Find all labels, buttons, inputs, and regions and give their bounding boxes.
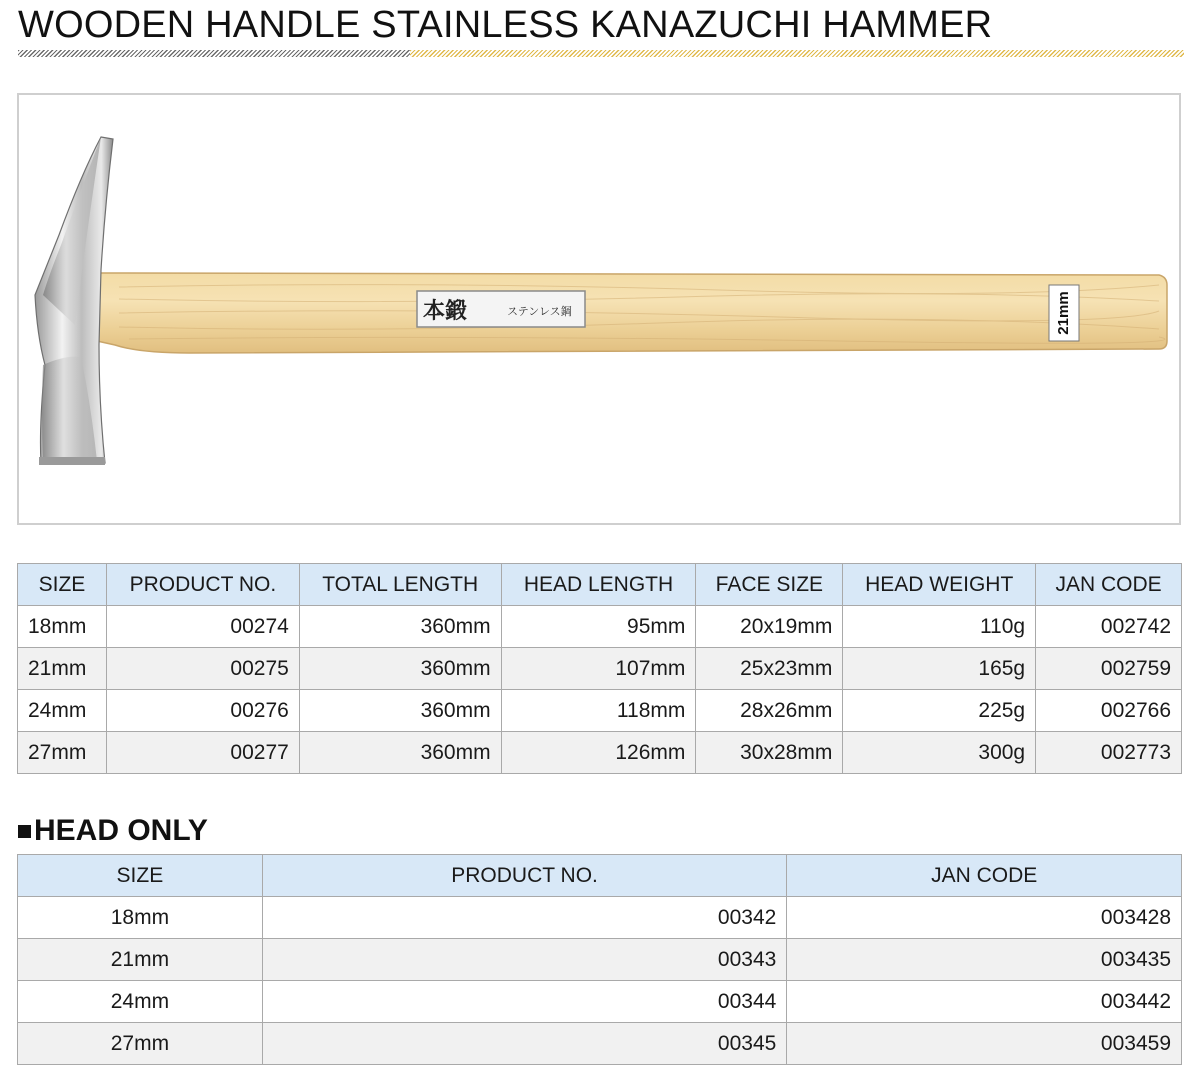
col-size: SIZE [18,855,263,897]
cell-size: 18mm [18,606,107,648]
col-face-size: FACE SIZE [696,564,843,606]
cell-face-size: 28x26mm [696,690,843,732]
product-photo [17,93,1181,525]
brand-stamp [417,291,585,327]
cell-product-no: 00275 [106,648,299,690]
cell-product-no: 00344 [262,981,787,1023]
table-header-row [18,855,1182,897]
title-underline-dark [18,50,410,57]
table-row [18,690,1182,732]
square-bullet-icon [18,825,31,838]
cell-head-length: 126mm [501,732,696,774]
cell-head-length: 107mm [501,648,696,690]
cell-product-no: 00277 [106,732,299,774]
cell-size: 27mm [18,1023,263,1065]
cell-size: 24mm [18,690,107,732]
col-product-no: PRODUCT NO. [106,564,299,606]
cell-size: 21mm [18,648,107,690]
col-jan-code: JAN CODE [1036,564,1182,606]
table-header-row [18,564,1182,606]
cell-product-no: 00276 [106,690,299,732]
table-row [18,732,1182,774]
cell-jan-code: 003435 [787,939,1182,981]
cell-head-weight: 110g [843,606,1036,648]
cell-product-no: 00343 [262,939,787,981]
cell-jan-code: 003459 [787,1023,1182,1065]
stamp-text: ステンレス鋼 [507,305,572,318]
table-row [18,606,1182,648]
handle-size-label: 21mm [1054,291,1072,335]
cell-jan-code: 002759 [1036,648,1182,690]
col-jan-code: JAN CODE [787,855,1182,897]
title-underline-light [410,50,1184,57]
table-row [18,981,1182,1023]
table-row [18,939,1182,981]
cell-face-size: 20x19mm [696,606,843,648]
table-row [18,648,1182,690]
page-title: WOODEN HANDLE STAINLESS KANAZUCHI HAMMER [18,4,993,46]
col-size: SIZE [18,564,107,606]
head-only-table [17,854,1182,1065]
cell-total-length: 360mm [299,732,501,774]
cell-total-length: 360mm [299,648,501,690]
cell-total-length: 360mm [299,690,501,732]
cell-product-no: 00345 [262,1023,787,1065]
cell-size: 27mm [18,732,107,774]
head-only-heading [18,814,208,848]
cell-jan-code: 003428 [787,897,1182,939]
stamp-kanji: 本鍛 [423,299,468,324]
cell-product-no: 00342 [262,897,787,939]
hammer-illustration [19,95,1179,523]
cell-face-size: 30x28mm [696,732,843,774]
cell-jan-code: 002742 [1036,606,1182,648]
table-row [18,897,1182,939]
size-tag [1049,285,1079,341]
cell-head-length: 118mm [501,690,696,732]
cell-jan-code: 002773 [1036,732,1182,774]
cell-size: 18mm [18,897,263,939]
cell-jan-code: 003442 [787,981,1182,1023]
col-product-no: PRODUCT NO. [262,855,787,897]
cell-face-size: 25x23mm [696,648,843,690]
head-only-title: HEAD ONLY [34,814,208,847]
title-underline [18,50,1184,57]
cell-size: 21mm [18,939,263,981]
cell-jan-code: 002766 [1036,690,1182,732]
cell-size: 24mm [18,981,263,1023]
cell-total-length: 360mm [299,606,501,648]
col-total-length: TOTAL LENGTH [299,564,501,606]
table-row [18,1023,1182,1065]
cell-head-weight: 300g [843,732,1036,774]
cell-product-no: 00274 [106,606,299,648]
col-head-weight: HEAD WEIGHT [843,564,1036,606]
specs-table [17,563,1182,774]
cell-head-weight: 225g [843,690,1036,732]
col-head-length: HEAD LENGTH [501,564,696,606]
cell-head-length: 95mm [501,606,696,648]
cell-head-weight: 165g [843,648,1036,690]
